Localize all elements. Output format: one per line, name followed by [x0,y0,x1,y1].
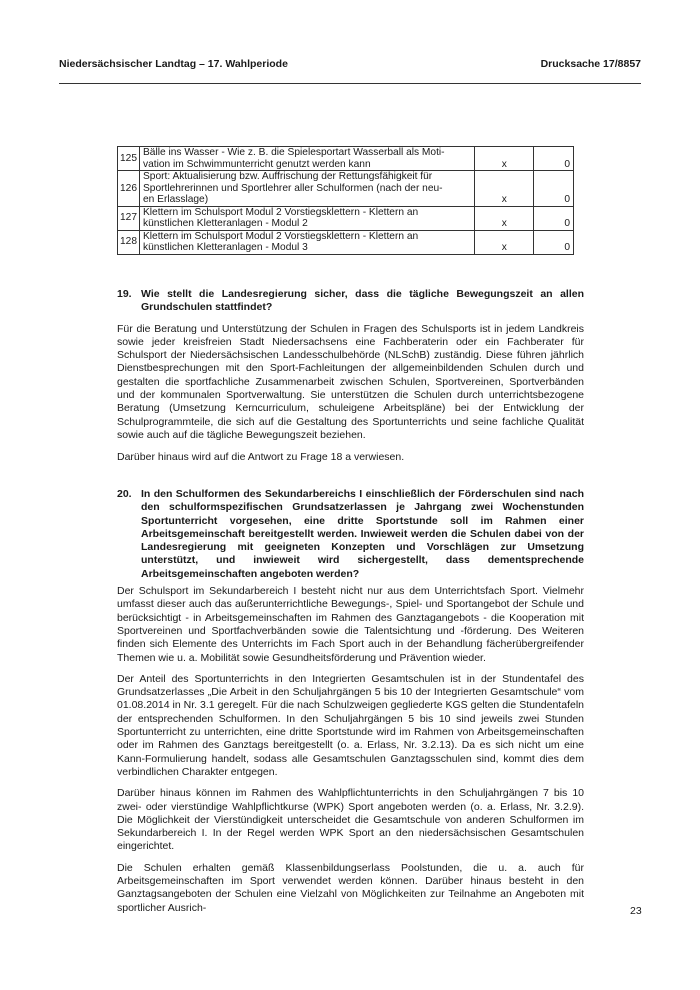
answer-paragraph: Für die Beratung und Unterstützung der Schulen in Fragen des Schulsports ist in jedem Landkreis sowie jeder kreisfreien Stadt Niedersachsens eine Fachberaterin oder ein Fachberater für Schulsport der Niedersächsischen Landesschulbehörde (NLSchB) zuständig. Diese führen jährlich Dienstbesprechungen mit den Sport-Fachleitungen der allgemeinbildenden Schulen durch und gestalten die sportfachliche Zusammenarbeit zwischen Schulen, Sportvereinen, Sportverbänden und der kommunalen Sportverwaltung. Sie unterstützen die Schulen durch unterrichtsbezogene Beratung (Umsetzung Kerncurriculum, schuleigene Arbeitspläne) bei der Entwicklung der Schulprogrammteile, die sich auf die Gestaltung des Sportunterrichts und seine fachliche Qualität sowie auch auf die tägliche Bewegungszeit beziehen. [117,322,584,441]
row-value: 0 [534,147,574,171]
header-title: Niedersächsischer Landtag – 17. Wahlperiode [59,58,288,70]
row-number: 128 [118,230,140,254]
row-mark: x [475,147,534,171]
row-description: Bälle ins Wasser - Wie z. B. die Spielesportart Wasserball als Moti- vation im Schwimmunterricht genutzt werden kann [140,147,475,171]
page-number: 23 [630,905,642,917]
answer-paragraph: Der Anteil des Sportunterrichts in den Integrierten Gesamtschulen ist in der Stundentafel des Grundsatzerlasses „Die Arbeit in den Schuljahrgängen 5 bis 10 der Integrierten Gesamtschule“ vom 01.08.2014 in Nr. 3.1 geregelt. Für die nach Schulzweigen gegliederte KGS gelten die Stundentafeln der entsprechenden Schulformen. In den Schuljahrgängen 5 bis 10 sind jeweils zwei Stunden Sportunterricht zu unterrichten, eine dritte Sportstunde wird im Rahmen von Arbeitsgemeinschaften oder im Rahmen des Ganztags bereitgestellt (o. a. Erlass, Nr. 3.2.13). Da es sich nicht um eine Kann-Formulierung handelt, sodass alle Gesamtschulen Ganztagsschulen sind, kommt dies dem verbindlichen Charakter entgegen. [117,672,584,778]
row-mark: x [475,206,534,230]
row-description: Sport: Aktualisierung bzw. Auffrischung der Rettungsfähigkeit für Sportlehrerinnen und Sportlehrer aller Schulformen (nach der neu- en Erlasslage) [140,171,475,207]
table-row [118,171,574,207]
answer-paragraph: Darüber hinaus wird auf die Antwort zu Frage 18 a verwiesen. [117,451,405,464]
row-number: 125 [118,147,140,171]
question-19 [117,288,584,315]
question-text: Wie stellt die Landesregierung sicher, dass die tägliche Bewegungszeit an allen Grundschulen stattfindet? [141,288,584,314]
header-divider [59,83,641,84]
answer-paragraph: Die Schulen erhalten gemäß Klassenbildungserlass Poolstunden, die u. a. auch für Arbeitsgemeinschaften im Sport verwendet werden können. Darüber hinaus besteht in den Ganztagsangeboten der Schulen eine Vielzahl von Möglichkeiten zur Teilnahme an Angeboten mit sportlicher Ausrich- [117,861,584,914]
row-mark: x [475,171,534,207]
question-20 [117,488,584,581]
question-number: 19. [117,288,132,300]
row-description: Klettern im Schulsport Modul 2 Vorstiegsklettern - Klettern an künstlichen Kletteranlagen - Modul 3 [140,230,475,254]
question-text: In den Schulformen des Sekundarbereichs I einschließlich der Förderschulen sind nach den schulformspezifischen Grundsatzerlassen je Jahrgang zwei Wochenstunden Sportunterricht vorgesehen, eine dritte Sportstunde soll im Rahmen einer Arbeitsgemeinschaft bereitgestellt werden. Inwieweit werden die Schulen dabei von der Landesregierung mit geeigneten Konzepten und Vorschlägen zur Umsetzung unterstützt, und inwieweit wird sichergestellt, dass dementsprechende Arbeitsgemeinschaften angeboten werden? [141,488,584,580]
row-value: 0 [534,206,574,230]
row-value: 0 [534,171,574,207]
document-number: Drucksache 17/8857 [540,58,641,70]
row-mark: x [475,230,534,254]
page-header [59,58,641,70]
row-description: Klettern im Schulsport Modul 2 Vorstiegsklettern - Klettern an künstlichen Kletteranlagen - Modul 2 [140,206,475,230]
table-row [118,230,574,254]
row-number: 126 [118,171,140,207]
measures-table [117,146,574,255]
table-row [118,206,574,230]
answer-paragraph: Darüber hinaus können im Rahmen des Wahlpflichtunterrichts in den Schuljahrgängen 7 bis 10 zwei- oder vierstündige Wahlpflichtkurse (WPK) Sport angeboten werden (o. a. Erlass, Nr. 3.2.9). Die Möglichkeit der Vierstündigkeit unterscheidet die Gesamtschule von anderen Schulformen im Sekundarbereich I. In der Regel werden WPK Sport an den niedersächsischen Gesamtschulen eingerichtet. [117,787,584,853]
table-row [118,147,574,171]
question-19-section [117,288,584,465]
question-20-section [117,488,584,915]
answer-paragraph: Der Schulsport im Sekundarbereich I besteht nicht nur aus dem Unterrichtsfach Sport. Vielmehr umfasst dieser auch das außerunterrichtliche Bewegungs-, Spiel- und Sportangebot der Schule und berücksichtigt - in Arbeitsgemeinschaften im Rahmen des Ganztagangebots - die Kooperation mit Sportvereinen und Sportfachverbänden sowie die Talentsichtung und -förderung. Des Weiteren finden sich Elemente des Unterrichts im Fach Sport auch in der Behandlung fächerübergreifender Themen wie u. a. Mobilität sowie Gesundheitsförderung und Prävention wieder. [117,585,584,664]
row-value: 0 [534,230,574,254]
row-number: 127 [118,206,140,230]
question-number: 20. [117,488,132,500]
